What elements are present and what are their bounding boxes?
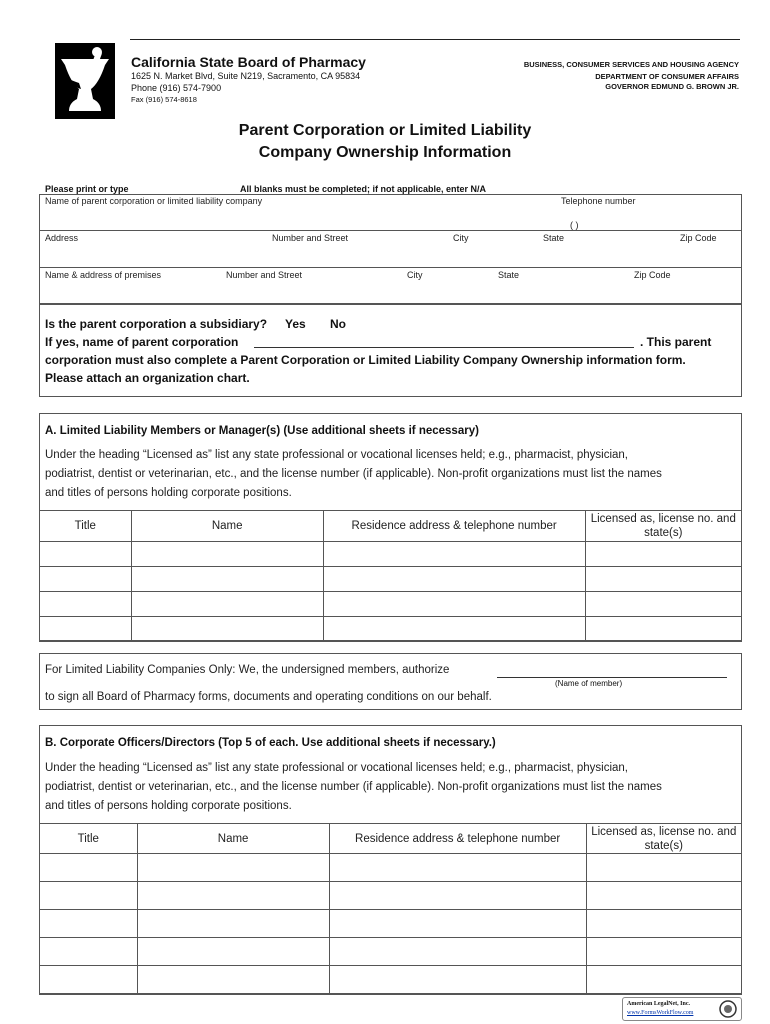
form-title-line1: Parent Corporation or Limited Liability (238, 122, 532, 139)
department-name: DEPARTMENT OF CONSUMER AFFAIRS (595, 72, 739, 81)
org-name: California State Board of Pharmacy (131, 54, 366, 70)
section-b-heading: B. Corporate Officers/Directors (Top 5 of each. Use additional sheets if necessary.) (45, 737, 496, 749)
subsidiary-instruction: corporation must also complete a Parent Corporation or Limited Liability Company Ownership information form. (45, 353, 686, 367)
org-address: 1625 N. Market Blvd, Suite N219, Sacramento, CA 95834 (131, 71, 361, 81)
section-a-heading: A. Limited Liability Members or Manager(s) (Use additional sheets if necessary) (45, 425, 479, 437)
col-licensed: Licensed as, license no. and state(s) (586, 824, 741, 854)
premises-label: Name & address of premises (45, 270, 162, 280)
premises-state-label: State (498, 270, 520, 280)
org-phone: Phone (916) 574-7900 (131, 83, 222, 93)
address-street-label: Number and Street (272, 233, 349, 243)
premises-city-label: City (407, 270, 423, 280)
table-row (40, 910, 742, 938)
governor-name: GOVERNOR EDMUND G. BROWN JR. (605, 82, 739, 91)
footer-badge (622, 997, 742, 1021)
section-b-table (39, 823, 742, 994)
col-licensed: Licensed as, license no. and state(s) (585, 511, 741, 542)
member-name-line[interactable] (497, 677, 727, 678)
premises-field[interactable] (45, 281, 735, 303)
member-name-hint: (Name of member) (555, 679, 623, 688)
col-residence: Residence address & telephone number (323, 511, 585, 542)
table-row (40, 542, 742, 567)
parent-corp-label: If yes, name of parent corporation (45, 335, 239, 349)
address-state-label: State (543, 233, 565, 243)
llc-sign-text: to sign all Board of Pharmacy forms, documents and operating conditions on our behalf. (45, 691, 492, 703)
section-b-para-1: Under the heading “Licensed as” list any state professional or vocational licenses held; e.g., pharmacist, physician, (45, 762, 628, 774)
phone-area-code[interactable]: ( ) (570, 220, 579, 230)
print-instruction: Please print or type (45, 184, 129, 194)
parent-name-field[interactable] (45, 207, 545, 229)
address-city-label: City (453, 233, 469, 243)
parent-name-label: Name of parent corporation or limited liability company (45, 196, 263, 206)
col-name: Name (137, 824, 329, 854)
section-a-header-row (40, 511, 742, 542)
premises-zip-label: Zip Code (634, 270, 671, 280)
subsidiary-no-option[interactable]: No (330, 317, 346, 331)
section-b-para-2: podiatrist, dentist or veterinarian, etc., and the license number (if applicable). Non-profit organizations must list the names (45, 781, 662, 793)
section-b-header-row (40, 824, 742, 854)
premises-street-label: Number and Street (226, 270, 303, 280)
col-title: Title (40, 511, 132, 542)
board-logo (55, 43, 115, 119)
subsidiary-yes-option[interactable]: Yes (285, 317, 306, 331)
agency-name: BUSINESS, CONSUMER SERVICES AND HOUSING AGENCY (523, 60, 739, 69)
col-title: Title (40, 824, 138, 854)
section-a-para-1: Under the heading “Licensed as” list any state professional or vocational licenses held; e.g., pharmacist, physician, (45, 449, 628, 461)
subsidiary-question: Is the parent corporation a subsidiary? (45, 317, 268, 331)
address-field[interactable] (45, 244, 735, 266)
header-rule (130, 39, 740, 40)
blanks-instruction: All blanks must be completed; if not applicable, enter N/A (240, 184, 487, 194)
address-zip-label: Zip Code (680, 233, 717, 243)
table-row (40, 966, 742, 994)
table-row (40, 854, 742, 882)
section-a-table (39, 510, 742, 642)
table-row (40, 567, 742, 592)
org-chart-instruction: Please attach an organization chart. (45, 371, 250, 385)
parent-corp-name-line[interactable] (254, 347, 634, 348)
table-row (40, 592, 742, 617)
telephone-label: Telephone number (561, 196, 636, 206)
footer-link[interactable]: www.FormsWorkFlow.com (627, 1010, 694, 1016)
address-label: Address (45, 233, 79, 243)
col-name: Name (131, 511, 323, 542)
section-b-para-3: and titles of persons holding corporate positions. (45, 800, 292, 812)
col-residence: Residence address & telephone number (329, 824, 586, 854)
form-title-line2: Company Ownership Information (258, 144, 512, 161)
table-row (40, 882, 742, 910)
footer-company: American LegalNet, Inc. (627, 1001, 690, 1007)
globe-icon (719, 1000, 737, 1018)
llc-authorize-text: For Limited Liability Companies Only: We, the undersigned members, authorize (45, 664, 450, 676)
org-fax: Fax (916) 574-8618 (131, 95, 197, 104)
table-row (40, 938, 742, 966)
parent-corp-note: . This parent (640, 335, 712, 349)
section-a-para-2: podiatrist, dentist or veterinarian, etc., and the license number (if applicable). Non-profit organizations must list the names (45, 468, 662, 480)
table-row (40, 617, 742, 642)
section-a-para-3: and titles of persons holding corporate positions. (45, 487, 292, 499)
